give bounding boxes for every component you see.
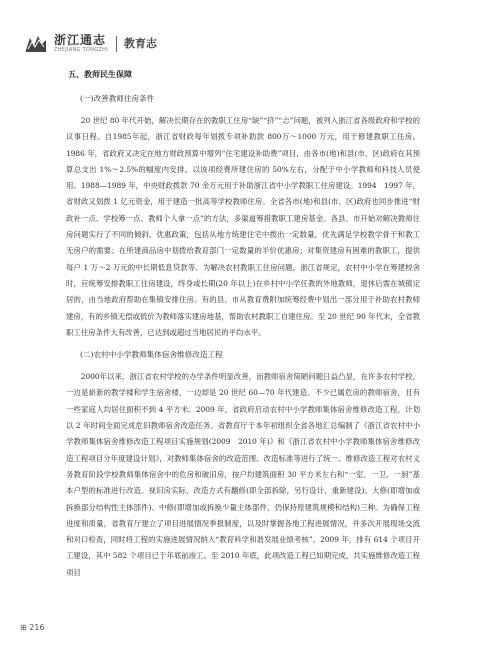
page-number: 216 [29,623,45,632]
header-divider [116,36,117,52]
page-footer [20,623,45,632]
running-header [22,28,462,58]
volume-title: 教育志 [124,37,157,50]
paragraph: 2000年以来，浙江省农村学校的办学条件明显改善，而教师宿舍简陋问题日益凸显，在许多农村学校，一边是崭新的教学楼和学生宿舍楼，一边却是 20 世纪 60—70 年代建造、不少已属危房的教师宿舍，且有一些家庭人均居住面积不到 4 平方米。2009 年，省政府启动农村中小学教师集体宿舍维修改造工程，计划以 2 年时间全面完成危旧教师宿舍改造任务。省教育厅于本年初组织全省各地汇总编制了《浙江省农村中小学教师集体宿舍维修改造工程项目实施规划(2009 2010 年)》和《浙江省农村中小学教师集体宿舍维修改造工程项目分年度建设计划》，对教师集体宿舍的改造范围、改造标准等进行了统一。维修改造工程对农村义务教育阶段学校教师集体宿舍中的危房和破旧房，按户均建筑面积 30 平方米左右和“一室、一卫、一厨”基本户型的标准进行改造。视旧房实际，改造方式有翻修(即全部拆除，另行设计、重新建设)、大修(即增加或拆换部分结构性主体部件)、中修(即增加或拆换少量主体部件，仍保持原建筑规模和结构)三种。为确保工程进度和质量，省教育厅建立了项目进展情况季报制度，以及时掌握各地工程进展情况，并多次开展现场交流和对口检查，同时将工程的实施进展情况纳入“教育科学和谐发展业绩考核”。2009 年，排有 614 个项目开工建设，其中 582 个项目已于年底前竣工。至 2010 年底，此项改造工程已如期完成，共实施维修改造工程项目 [66,372,420,577]
footer-marker: ⊞ [20,623,27,632]
logo-subtitle: ZHEJIANG TONGZHI [54,47,108,53]
paragraph: 20 世纪 80 年代开始，解决长期存在的教职工住房“缺”“挤”“忐”问题，被列入浙江省各级政府和学校的议事日程。自1985年起，浙江省财政每年划拨专项补助款 800万～1000 万元，用于修建教职工住房。1986 年，省政府又决定在地方财政预算中增列“住宅建设补助费”项目，由各市(地)和县(市、区)政府在其预算总支出 1%～2.5%的幅度内安排。以该项经费所建住房的 50%左右，分配于中小学教师和科技人员使用。1988—1989 年，中央财政拨款 70 余万元用于补助浙江省中小学教职工住房建设。1994 1997 年，省财政又划拨 1 亿元资金，用于建造一批高等学校教师住房。全省各市(地)和县(市、区)政府也同步推进“财政补一点、学校筹一点、教师个人拿一点”的方法，多渠道筹措教职工建房基金。各县、市开始对解决教师住房问题实行了不同的倾斜、优惠政策，包括从地方统建住宅中拨出一定数量，优先满足学校教学骨干和教工无房户的需要；在所建商品房中划拨给教育部门一定数量的半价优惠房；对集资建房有困难的教职工，提供每户 1 万～2 万元的中长期低息贷款等。为解决农村教职工住房问题，浙江省规定，农村中小学在筹建校舍时，应统筹安排教职工住房建设，终身或长期(20 年以上)在乡村中小学任教的外地教师，退休后需在城镇定居的，由当地政府帮助在集镇安排住房。有的县、市从教育费附加统筹经费中划出一部分用于补助农村教师建房，有的乡镇无偿或低价为教师落实建房地基，帮助农村教职工自建住房。至 20 世纪 90 年代末，全省教职工住房条件大有改善，已达到或超过当地居民的平均水平。 [66,116,420,337]
page-body [66,67,420,581]
logo-icon [24,32,48,54]
subsection-heading-1: (一)改善教师住房条件 [80,94,155,103]
subsection-heading-2: (二)农村中小学教师集体宿舍维修改造工程 [80,350,223,360]
logo-text: 浙江通志 [54,33,107,47]
section-heading: 五、教师民生保障 [68,70,132,79]
